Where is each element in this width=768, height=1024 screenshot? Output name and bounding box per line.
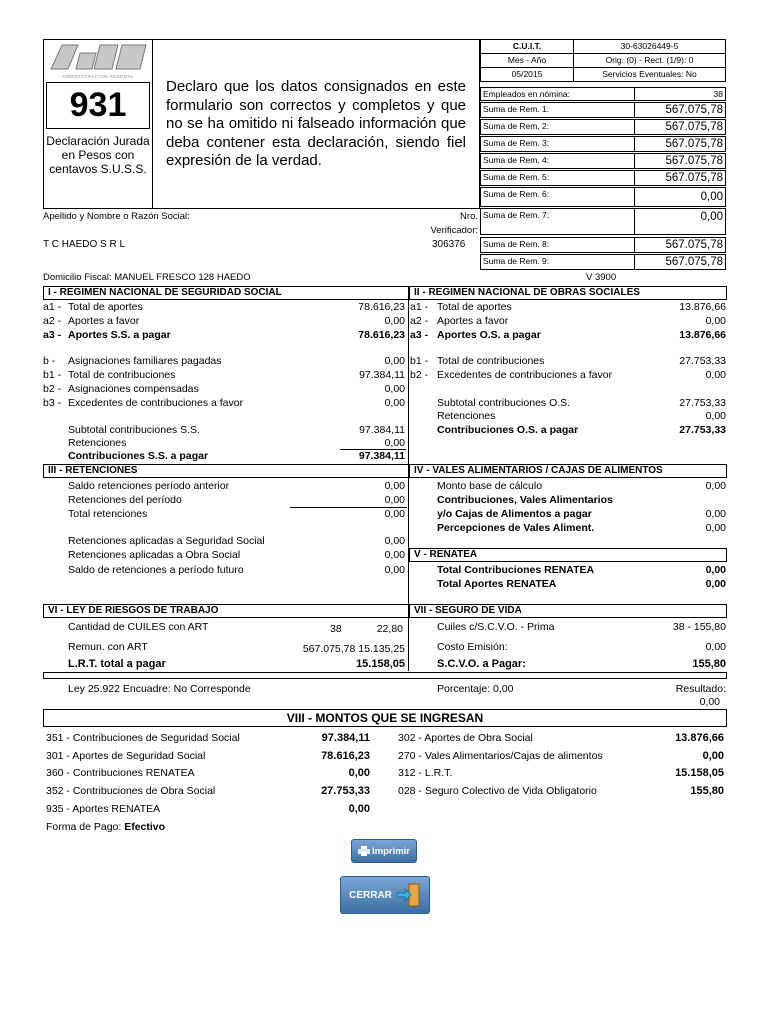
sec2-b2-label: Excedentes de contribuciones a favor — [437, 369, 613, 381]
sec1-b3-value: 0,00 — [384, 397, 405, 409]
sec4-monto-value: 0,00 — [705, 480, 726, 492]
form-number: 931 — [69, 86, 127, 124]
section-2-title: II - REGIMEN NACIONAL DE OBRAS SOCIALES — [409, 286, 727, 300]
sec1-subtotal-label: Subtotal contribuciones S.S. — [68, 424, 200, 436]
sec1-subtotal-value: 97.384,11 — [359, 424, 405, 436]
rem-value: 567.075,78 — [634, 136, 726, 152]
section-7-title: VII - SEGURO DE VIDA — [409, 604, 727, 618]
rem-value: 567.075,78 — [634, 153, 726, 169]
cuit-label: C.U.I.T. — [480, 39, 574, 54]
sec2-a2-value: 0,00 — [705, 315, 726, 327]
print-button[interactable] — [351, 839, 417, 863]
sec2-b1-code: b1 - — [410, 355, 429, 367]
print-button-label: Imprimir — [371, 845, 410, 857]
porcentaje: Porcentaje: 0,00 — [437, 683, 514, 695]
sec1-contrib-value: 97.384,11 — [358, 450, 405, 462]
sec8-right-label: 028 - Seguro Colectivo de Vida Obligatorio — [398, 785, 597, 797]
sec2-b2-code: b2 - — [410, 369, 429, 381]
rem-value: 567.075,78 — [634, 254, 726, 270]
sec3-row-label: Retenciones aplicadas a Seguridad Social — [68, 535, 265, 547]
sec4-monto-label: Monto base de cálculo — [437, 480, 543, 492]
sec3-row-label: Saldo de retenciones a período futuro — [68, 564, 244, 576]
sec8-right-value: 0,00 — [702, 750, 724, 762]
sec4-percep-label: Percepciones de Vales Aliment. — [437, 522, 595, 534]
sec6-cuiles-value: 22,80 — [376, 623, 403, 635]
close-button[interactable] — [340, 876, 430, 914]
sec8-left-value: 0,00 — [348, 803, 370, 815]
sec4-contrib-line1: Contribuciones, Vales Alimentarios — [437, 494, 613, 506]
sec1-a1-value: 78.616,23 — [358, 301, 405, 313]
sec2-a3-value: 13.876,66 — [679, 329, 726, 341]
sec4-contrib-value: 0,00 — [705, 508, 726, 520]
rem-label: Suma de Rem. 6: — [480, 187, 635, 207]
sec8-left-value: 0,00 — [348, 767, 370, 779]
sec3-row-value: 0,00 — [384, 508, 405, 520]
forma-de-pago-label: Forma de Pago: — [46, 821, 122, 833]
sec2-a2-label: Aportes a favor — [437, 315, 509, 327]
sec1-b3-label: Excedentes de contribuciones a favor — [68, 397, 244, 409]
verifier-value: 306376 — [432, 239, 466, 250]
sec1-b-code: b - — [43, 355, 56, 367]
sec2-a1-value: 13.876,66 — [679, 301, 726, 313]
sec6-lrt-value: 15.158,05 — [356, 658, 405, 670]
mes-value: 05/2015 — [480, 67, 574, 82]
empleados-label: Empleados en nómina: — [480, 87, 635, 101]
sec2-a2-code: a2 - — [410, 315, 429, 327]
sec5-aportes-value: 0,00 — [705, 578, 726, 590]
sec2-b1-value: 27.753,33 — [679, 355, 726, 367]
sec3-row-label: Total retenciones — [68, 508, 148, 520]
sec8-right-label: 270 - Vales Alimentarios/Cajas de alimentos — [398, 750, 603, 762]
sec8-right-label: 312 - L.R.T. — [398, 767, 453, 779]
sec6-remun-label: Remun. con ART — [68, 641, 148, 653]
sec4-percep-value: 0,00 — [705, 522, 726, 534]
sec1-a2-label: Aportes a favor — [68, 315, 140, 327]
sec3-row-label: Retenciones aplicadas a Obra Social — [68, 549, 241, 561]
sec1-retenciones-label: Retenciones — [68, 437, 127, 449]
sec3-row-value: 0,00 — [384, 535, 405, 547]
rem-label: Suma de Rem. 3: — [480, 136, 635, 152]
sec2-retenciones-label: Retenciones — [437, 410, 496, 422]
sec1-a2-code: a2 - — [43, 315, 62, 327]
sec2-contrib-value: 27.753,33 — [679, 424, 726, 436]
sec8-left-label: 360 - Contribuciones RENATEA — [46, 767, 195, 779]
afip-logo — [48, 43, 148, 79]
sec3-row-label: Saldo retenciones período anterior — [68, 480, 230, 492]
sec7-scvo-label: S.C.V.O. a Pagar: — [437, 658, 526, 670]
rem-value: 567.075,78 — [634, 119, 726, 135]
sec2-subtotal-label: Subtotal contribuciones O.S. — [437, 397, 571, 409]
sec1-a3-label: Aportes S.S. a pagar — [68, 329, 171, 341]
sec1-b1-label: Total de contribuciones — [68, 369, 176, 381]
sec3-row-value: 0,00 — [384, 494, 405, 506]
sec1-a2-value: 0,00 — [384, 315, 405, 327]
sec1-a1-label: Total de aportes — [68, 301, 143, 313]
rem-label: Suma de Rem. 8: — [480, 237, 635, 253]
forma-de-pago-value: Efectivo — [124, 821, 166, 833]
sec1-b2-code: b2 - — [43, 383, 62, 395]
sec6-remun-value: 567.075,78 15.135,25 — [302, 643, 405, 655]
sec8-right-label: 302 - Aportes de Obra Social — [398, 732, 533, 744]
sec1-total-underline — [340, 449, 406, 450]
section-8-title: VIII - MONTOS QUE SE INGRESAN — [286, 711, 484, 725]
version-label: V 3900 — [586, 272, 617, 283]
rem-value: 0,00 — [634, 208, 726, 235]
sec2-a1-label: Total de aportes — [437, 301, 512, 313]
sec5-aportes-label: Total Aportes RENATEA — [437, 578, 557, 590]
sec4-contrib-line2: y/o Cajas de Alimentos a pagar — [437, 508, 592, 520]
mes-label: Mes - Año — [480, 53, 574, 68]
form-title: Declaración Jurada en Pesos con centavos S.U.S.S. — [46, 134, 150, 176]
sec2-a3-label: Aportes O.S. a pagar — [437, 329, 541, 341]
sec1-b2-value: 0,00 — [384, 383, 405, 395]
rem-value: 0,00 — [634, 187, 726, 207]
sec3-row-value: 0,00 — [384, 480, 405, 492]
afip-logo-subtext: ADMINISTRACION FEDERAL — [61, 74, 134, 79]
sec6-cuiles-label: Cantidad de CUILES con ART — [68, 621, 209, 633]
rem-value: 567.075,78 — [634, 102, 726, 118]
sec7-cuiles-value: 38 - 155,80 — [672, 621, 726, 633]
rem-label: Suma de Rem. 2: — [480, 119, 635, 135]
sec5-contrib-value: 0,00 — [705, 564, 726, 576]
rem-value: 567.075,78 — [634, 170, 726, 186]
rem-label: Suma de Rem. 9: — [480, 254, 635, 270]
sec8-left-label: 352 - Contribuciones de Obra Social — [46, 785, 216, 797]
sec8-left-value: 97.384,11 — [321, 732, 370, 744]
ley-encuadre: Ley 25.922 Encuadre: No Corresponde — [68, 683, 251, 695]
section-1-title: I - REGIMEN NACIONAL DE SEGURIDAD SOCIAL — [43, 286, 409, 300]
servicios-eventuales: Servicios Eventuales: No — [573, 67, 726, 82]
resultado-label: Resultado: — [675, 683, 726, 695]
sec6-cuiles-count: 38 — [330, 623, 342, 635]
rem-value: 567.075,78 — [634, 237, 726, 253]
sec1-a3-value: 78.616,23 — [358, 329, 405, 341]
sec3-row-value: 0,00 — [384, 549, 405, 561]
sec1-a1-code: a1 - — [43, 301, 62, 313]
sec1-a3-code: a3 - — [43, 329, 62, 341]
rem-label: Suma de Rem. 1: — [480, 102, 635, 118]
sec7-costo-label: Costo Emisión: — [437, 641, 508, 653]
sec5-contrib-label: Total Contribuciones RENATEA — [437, 564, 595, 576]
sec2-b2-value: 0,00 — [705, 369, 726, 381]
rem-label: Suma de Rem. 5: — [480, 170, 635, 186]
sec1-b1-value: 97.384,11 — [359, 369, 405, 381]
sec3-row-value: 0,00 — [384, 564, 405, 576]
sec1-b2-label: Asignaciones compensadas — [68, 383, 199, 395]
sec7-scvo-value: 155,80 — [692, 658, 726, 670]
sec7-costo-value: 0,00 — [705, 641, 726, 653]
sec8-right-value: 155,80 — [690, 785, 724, 797]
verifier-label: Nro. Verificador: — [430, 211, 478, 236]
sec2-a1-code: a1 - — [410, 301, 429, 313]
section-4-title: IV - VALES ALIMENTARIOS / CAJAS DE ALIMENTOS — [409, 464, 727, 478]
sec8-left-value: 27.753,33 — [321, 785, 370, 797]
sec1-b3-code: b3 - — [43, 397, 62, 409]
printer-icon — [358, 846, 370, 856]
rem-label: Suma de Rem. 4: — [480, 153, 635, 169]
section-3-title: III - RETENCIONES — [43, 464, 409, 478]
sec6-lrt-label: L.R.T. total a pagar — [68, 658, 166, 670]
sec1-contrib-label: Contribuciones S.S. a pagar — [68, 450, 209, 462]
domicilio-fiscal: Domicilio Fiscal: MANUEL FRESCO 128 HAEDO — [43, 272, 251, 283]
sec8-left-label: 351 - Contribuciones de Seguridad Social — [46, 732, 240, 744]
exit-door-icon — [395, 882, 421, 908]
section-6-title: VI - LEY DE RIESGOS DE TRABAJO — [43, 604, 409, 618]
sec1-retenciones-value: 0,00 — [384, 437, 405, 449]
section-5-title: V - RENATEA — [409, 548, 727, 562]
sec1-b1-code: b1 - — [43, 369, 62, 381]
sec1-b-value: 0,00 — [384, 355, 405, 367]
sec8-left-value: 78.616,23 — [321, 750, 370, 762]
sec1-b-label: Asignaciones familiares pagadas — [68, 355, 222, 367]
sec3-row-label: Retenciones del período — [68, 494, 182, 506]
empleados-value: 38 — [634, 87, 726, 101]
sec8-right-value: 15.158,05 — [675, 767, 724, 779]
sec2-retenciones-value: 0,00 — [705, 410, 726, 422]
rem-label: Suma de Rem. 7: — [480, 208, 635, 235]
name-label: Apellido y Nombre o Razón Social: — [43, 211, 190, 222]
sec8-right-value: 13.876,66 — [675, 732, 724, 744]
sec7-cuiles-label: Cuiles c/S.C.V.O. - Prima — [437, 621, 555, 633]
declaration-text: Declaro que los datos consignados en este formulario son correctos y completos y que no se ha omitido ni falseado información que deba contener esta declaración, siendo fiel expresión de la verdad. — [166, 78, 466, 169]
sec2-b1-label: Total de contribuciones — [437, 355, 545, 367]
orig-label: Orig. (0) - Rect. (1/9): 0 — [573, 53, 726, 68]
forma-de-pago — [46, 821, 165, 834]
sec2-a3-code: a3 - — [410, 329, 429, 341]
sec8-left-label: 301 - Aportes de Seguridad Social — [46, 750, 206, 762]
close-button-label: CERRAR — [349, 889, 392, 901]
resultado-value: 0,00 — [699, 696, 720, 708]
cuit-value: 30-63026449-5 — [573, 39, 726, 54]
sec8-left-label: 935 - Aportes RENATEA — [46, 803, 161, 815]
double-rule — [43, 672, 727, 679]
sec2-contrib-label: Contribuciones O.S. a pagar — [437, 424, 579, 436]
taxpayer-name: T C HAEDO S R L — [43, 239, 126, 250]
sec2-subtotal-value: 27.753,33 — [679, 397, 726, 409]
